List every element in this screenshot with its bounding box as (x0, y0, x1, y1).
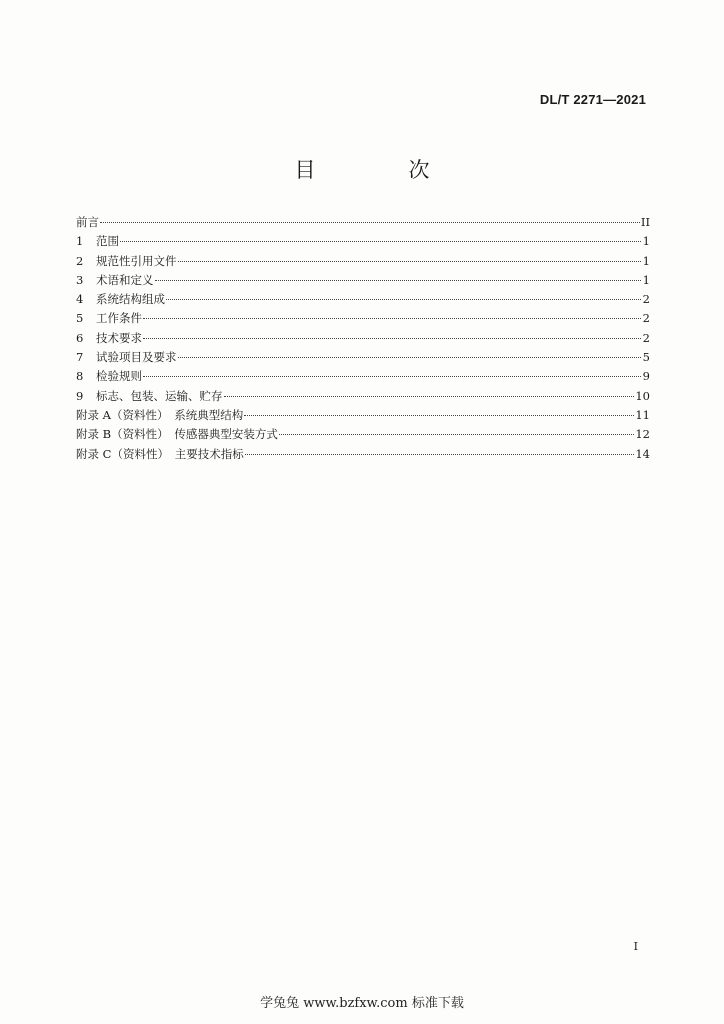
toc-title: 检验规则 (96, 369, 142, 384)
toc-title: 试验项目及要求 (96, 350, 177, 365)
toc-page: 10 (635, 388, 650, 403)
toc-number: 9 (76, 388, 84, 403)
toc-leader (245, 454, 635, 455)
toc-number: 2 (76, 253, 84, 268)
toc-entry[interactable] (76, 290, 650, 309)
toc-number: 5 (76, 311, 84, 326)
table-of-contents (76, 213, 650, 464)
toc-page: 1 (642, 253, 650, 268)
toc-number: 7 (76, 350, 84, 365)
toc-leader (178, 357, 642, 358)
toc-entry[interactable] (76, 425, 650, 444)
toc-leader (120, 241, 641, 242)
toc-title: 标志、包装、运输、贮存 (96, 388, 223, 403)
toc-page: 12 (635, 427, 650, 442)
watermark-text: 学兔兔 www.bzfxw.com 标准下载 (260, 996, 464, 1011)
toc-entry[interactable] (76, 252, 650, 271)
page-number: I (633, 940, 638, 953)
toc-number: 8 (76, 369, 84, 384)
toc-title: 系统结构组成 (96, 292, 165, 307)
toc-page: 1 (642, 272, 650, 287)
toc-title: 范围 (96, 234, 119, 249)
toc-entry[interactable] (76, 309, 650, 328)
toc-page: 9 (642, 369, 650, 384)
toc-page: 11 (635, 407, 650, 422)
toc-entry[interactable] (76, 329, 650, 348)
toc-title: 术语和定义 (96, 272, 154, 287)
toc-entry[interactable] (76, 387, 650, 406)
toc-entry[interactable] (76, 348, 650, 367)
toc-entry[interactable] (76, 213, 650, 232)
toc-number: 6 (76, 330, 84, 345)
toc-leader (155, 280, 642, 281)
toc-entry[interactable] (76, 232, 650, 251)
toc-title: 技术要求 (96, 330, 142, 345)
toc-page: 14 (635, 446, 650, 461)
toc-leader (166, 299, 641, 300)
toc-title: 附录 A（资料性） 系统典型结构 (76, 407, 244, 422)
toc-leader (100, 222, 640, 223)
toc-leader (178, 261, 642, 262)
toc-title: 规范性引用文件 (96, 253, 177, 268)
toc-leader (143, 376, 641, 377)
toc-page: 2 (642, 292, 650, 307)
toc-page: II (640, 215, 650, 229)
toc-leader (244, 415, 634, 416)
toc-leader (143, 318, 641, 319)
toc-page: 2 (642, 311, 650, 326)
toc-number: 1 (76, 234, 84, 249)
toc-number: 4 (76, 292, 84, 307)
toc-entry[interactable] (76, 367, 650, 386)
toc-title: 附录 B（资料性） 传感器典型安装方式 (76, 427, 278, 442)
toc-leader (143, 338, 641, 339)
standard-code: DL/T 2271—2021 (539, 92, 646, 107)
toc-page: 2 (642, 330, 650, 345)
toc-entry[interactable] (76, 271, 650, 290)
toc-number: 3 (76, 272, 84, 287)
toc-page: 1 (642, 234, 650, 249)
toc-title: 工作条件 (96, 311, 142, 326)
toc-leader (224, 396, 635, 397)
toc-title: 附录 C（资料性） 主要技术指标 (76, 446, 244, 461)
toc-leader (279, 434, 635, 435)
toc-entry[interactable] (76, 445, 650, 464)
toc-entry[interactable] (76, 406, 650, 425)
toc-title: 前言 (76, 215, 99, 229)
page-title: 目 次 (294, 158, 466, 182)
toc-page: 5 (642, 350, 650, 365)
